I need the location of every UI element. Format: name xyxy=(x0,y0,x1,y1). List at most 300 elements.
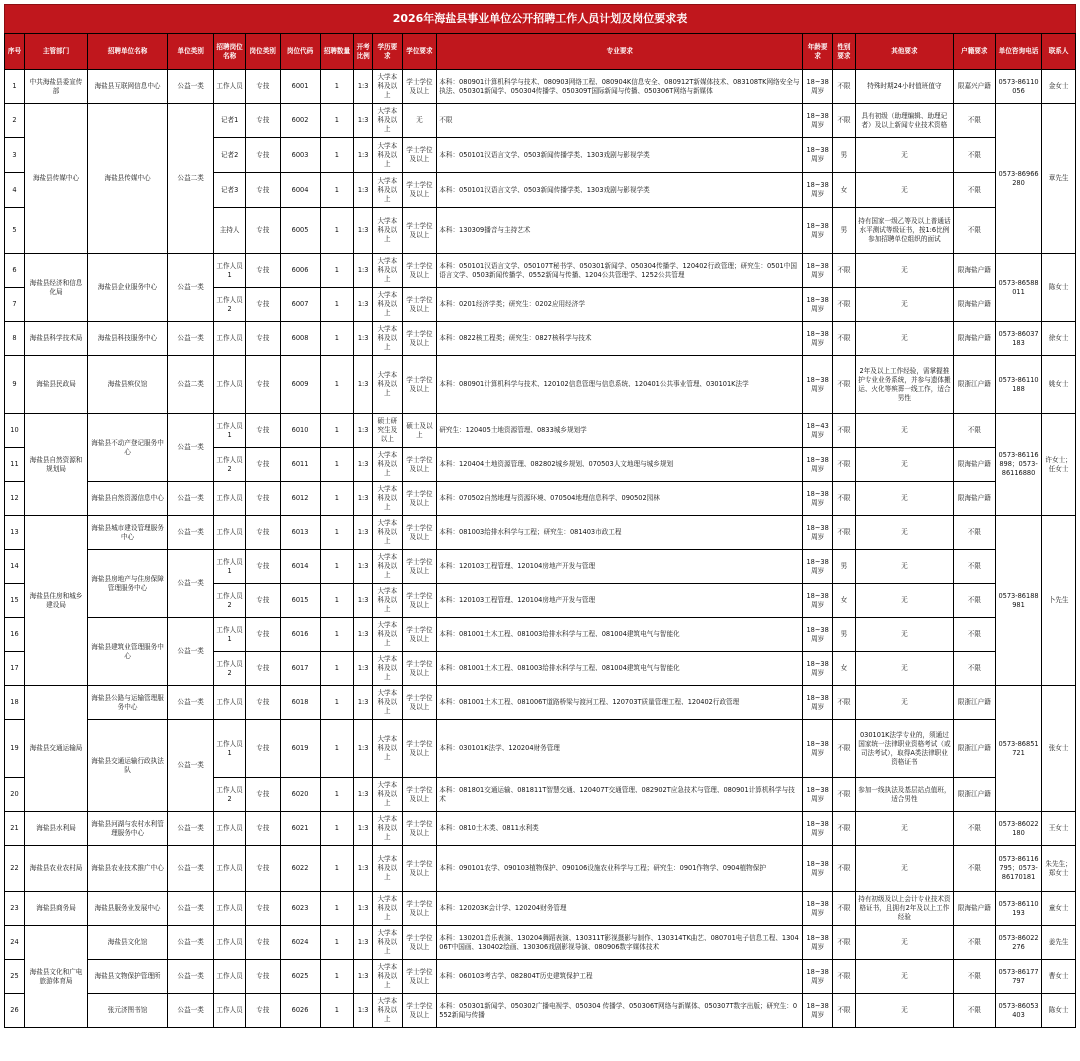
unit-name-cell: 海盐县科技服务中心 xyxy=(88,322,168,356)
row-number: 10 xyxy=(5,414,25,448)
unit-name-cell: 海盐县传媒中心 xyxy=(88,104,168,254)
row-number: 9 xyxy=(5,356,25,414)
quota-cell: 1 xyxy=(320,812,354,846)
row-number: 13 xyxy=(5,516,25,550)
exam-ratio-cell: 1:3 xyxy=(354,686,373,720)
exam-ratio-cell: 1:3 xyxy=(354,104,373,138)
degree-cell: 学士学位及以上 xyxy=(402,720,437,778)
post-code-cell: 6017 xyxy=(280,652,320,686)
unit-type-cell: 公益一类 xyxy=(168,812,214,846)
other-requirement-cell: 无 xyxy=(855,482,953,516)
age-cell: 18~38周岁 xyxy=(803,892,832,926)
quota-cell: 1 xyxy=(320,414,354,448)
degree-cell: 学士学位及以上 xyxy=(402,356,437,414)
row-number: 11 xyxy=(5,448,25,482)
education-cell: 大学本科及以上 xyxy=(373,356,402,414)
major-requirement-cell: 本科：081001土木工程、081003给排水科学与工程、081004建筑电气与智能化 xyxy=(437,652,803,686)
phone-cell: 0573-86116795；0573-86170181 xyxy=(995,846,1041,892)
unit-name-cell: 海盐县农业技术推广中心 xyxy=(88,846,168,892)
row-number: 20 xyxy=(5,778,25,812)
education-cell: 硕士研究生及以上 xyxy=(373,414,402,448)
age-cell: 18~38周岁 xyxy=(803,960,832,994)
unit-type-cell: 公益一类 xyxy=(168,618,214,686)
education-cell: 大学本科及以上 xyxy=(373,892,402,926)
other-requirement-cell: 参加一线执法及基层站点值班，适合男性 xyxy=(855,778,953,812)
department-cell: 海盐县自然资源和规划局 xyxy=(24,414,87,516)
post-category-cell: 专技 xyxy=(245,550,280,584)
phone-cell: 0573-86022180 xyxy=(995,812,1041,846)
header-cell: 主管部门 xyxy=(24,34,87,70)
contact-cell: 朱先生；郑女士 xyxy=(1042,846,1076,892)
post-name-cell: 记者1 xyxy=(214,104,246,138)
header-cell: 性别要求 xyxy=(832,34,855,70)
contact-cell: 陈女士 xyxy=(1042,254,1076,322)
post-category-cell: 专技 xyxy=(245,208,280,254)
post-category-cell: 专技 xyxy=(245,584,280,618)
quota-cell: 1 xyxy=(320,356,354,414)
hukou-cell: 不限 xyxy=(953,516,995,550)
department-cell: 海盐县经济和信息化局 xyxy=(24,254,87,322)
major-requirement-cell: 研究生：120405土地资源管理、0833城乡规划学 xyxy=(437,414,803,448)
quota-cell: 1 xyxy=(320,652,354,686)
age-cell: 18~38周岁 xyxy=(803,138,832,173)
header-cell: 招聘数量 xyxy=(320,34,354,70)
other-requirement-cell: 无 xyxy=(855,846,953,892)
unit-type-cell: 公益一类 xyxy=(168,960,214,994)
row-number: 26 xyxy=(5,994,25,1028)
quota-cell: 1 xyxy=(320,960,354,994)
education-cell: 大学本科及以上 xyxy=(373,550,402,584)
quota-cell: 1 xyxy=(320,720,354,778)
unit-type-cell: 公益一类 xyxy=(168,720,214,812)
hukou-cell: 不限 xyxy=(953,173,995,208)
hukou-cell: 不限 xyxy=(953,994,995,1028)
row-number: 15 xyxy=(5,584,25,618)
major-requirement-cell: 本科：050101汉语言文学、0503新闻传播学类、1303戏剧与影视学类 xyxy=(437,173,803,208)
degree-cell: 学士学位及以上 xyxy=(402,482,437,516)
exam-ratio-cell: 1:3 xyxy=(354,356,373,414)
education-cell: 大学本科及以上 xyxy=(373,104,402,138)
contact-cell: 曹女士 xyxy=(1042,960,1076,994)
post-code-cell: 6003 xyxy=(280,138,320,173)
table-row xyxy=(5,414,1076,448)
exam-ratio-cell: 1:3 xyxy=(354,254,373,288)
other-requirement-cell: 无 xyxy=(855,926,953,960)
education-cell: 大学本科及以上 xyxy=(373,448,402,482)
quota-cell: 1 xyxy=(320,618,354,652)
post-name-cell: 工作人员 xyxy=(214,812,246,846)
table-row xyxy=(5,846,1076,892)
header-cell: 专业要求 xyxy=(437,34,803,70)
education-cell: 大学本科及以上 xyxy=(373,288,402,322)
gender-cell: 女 xyxy=(832,652,855,686)
hukou-cell: 限海盐户籍 xyxy=(953,892,995,926)
education-cell: 大学本科及以上 xyxy=(373,173,402,208)
age-cell: 18~38周岁 xyxy=(803,356,832,414)
post-code-cell: 6016 xyxy=(280,618,320,652)
education-cell: 大学本科及以上 xyxy=(373,846,402,892)
post-category-cell: 专技 xyxy=(245,70,280,104)
other-requirement-cell: 无 xyxy=(855,812,953,846)
gender-cell: 不限 xyxy=(832,70,855,104)
gender-cell: 不限 xyxy=(832,846,855,892)
contact-cell: 姚女士 xyxy=(1042,356,1076,414)
exam-ratio-cell: 1:3 xyxy=(354,516,373,550)
unit-name-cell: 海盐县房地产与住房保障管理服务中心 xyxy=(88,550,168,618)
age-cell: 18~38周岁 xyxy=(803,516,832,550)
contact-cell: 张女士 xyxy=(1042,686,1076,812)
department-cell: 海盐县科学技术局 xyxy=(24,322,87,356)
unit-name-cell: 海盐县城市建设管理服务中心 xyxy=(88,516,168,550)
exam-ratio-cell: 1:3 xyxy=(354,448,373,482)
quota-cell: 1 xyxy=(320,482,354,516)
major-requirement-cell: 本科：070502自然地理与资源环境、070504地理信息科学、090502园林 xyxy=(437,482,803,516)
education-cell: 大学本科及以上 xyxy=(373,686,402,720)
row-number: 25 xyxy=(5,960,25,994)
table-row xyxy=(5,812,1076,846)
quota-cell: 1 xyxy=(320,173,354,208)
other-requirement-cell: 无 xyxy=(855,288,953,322)
age-cell: 18~38周岁 xyxy=(803,720,832,778)
post-name-cell: 记者2 xyxy=(214,138,246,173)
post-code-cell: 6008 xyxy=(280,322,320,356)
post-category-cell: 专技 xyxy=(245,516,280,550)
post-code-cell: 6021 xyxy=(280,812,320,846)
contact-cell: 童女士 xyxy=(1042,892,1076,926)
education-cell: 大学本科及以上 xyxy=(373,812,402,846)
gender-cell: 不限 xyxy=(832,104,855,138)
degree-cell: 学士学位及以上 xyxy=(402,584,437,618)
gender-cell: 不限 xyxy=(832,720,855,778)
unit-name-cell: 海盐县交通运输行政执法队 xyxy=(88,720,168,812)
post-code-cell: 6020 xyxy=(280,778,320,812)
education-cell: 大学本科及以上 xyxy=(373,618,402,652)
hukou-cell: 不限 xyxy=(953,618,995,652)
exam-ratio-cell: 1:3 xyxy=(354,173,373,208)
other-requirement-cell: 无 xyxy=(855,448,953,482)
age-cell: 18~38周岁 xyxy=(803,778,832,812)
table-row xyxy=(5,482,1076,516)
other-requirement-cell: 无 xyxy=(855,254,953,288)
gender-cell: 不限 xyxy=(832,322,855,356)
quota-cell: 1 xyxy=(320,322,354,356)
post-name-cell: 工作人员2 xyxy=(214,652,246,686)
exam-ratio-cell: 1:3 xyxy=(354,846,373,892)
education-cell: 大学本科及以上 xyxy=(373,138,402,173)
other-requirement-cell: 特殊时期24小时值班值守 xyxy=(855,70,953,104)
education-cell: 大学本科及以上 xyxy=(373,254,402,288)
post-name-cell: 工作人员 xyxy=(214,322,246,356)
age-cell: 18~38周岁 xyxy=(803,208,832,254)
age-cell: 18~38周岁 xyxy=(803,584,832,618)
table-row xyxy=(5,254,1076,288)
post-name-cell: 工作人员 xyxy=(214,356,246,414)
exam-ratio-cell: 1:3 xyxy=(354,720,373,778)
major-requirement-cell: 本科：081001土木工程、081006T道路桥梁与渡河工程、120703T质量管理工程、120402行政管理 xyxy=(437,686,803,720)
major-requirement-cell: 本科：120103工程管理、120104房地产开发与管理 xyxy=(437,550,803,584)
degree-cell: 学士学位及以上 xyxy=(402,173,437,208)
quota-cell: 1 xyxy=(320,138,354,173)
age-cell: 18~43周岁 xyxy=(803,414,832,448)
header-cell: 学历要求 xyxy=(373,34,402,70)
table-row xyxy=(5,892,1076,926)
quota-cell: 1 xyxy=(320,550,354,584)
other-requirement-cell: 无 xyxy=(855,414,953,448)
degree-cell: 学士学位及以上 xyxy=(402,652,437,686)
unit-type-cell: 公益一类 xyxy=(168,994,214,1028)
post-category-cell: 专技 xyxy=(245,994,280,1028)
phone-cell: 0573-86022276 xyxy=(995,926,1041,960)
major-requirement-cell: 本科：090101农学、090103植物保护、090106设施农业科学与工程；研究生：0901作物学、0904植物保护 xyxy=(437,846,803,892)
post-code-cell: 6013 xyxy=(280,516,320,550)
education-cell: 大学本科及以上 xyxy=(373,994,402,1028)
degree-cell: 学士学位及以上 xyxy=(402,686,437,720)
other-requirement-cell: 持有初级及以上会计专业技术资格证书，且拥有2年及以上工作经验 xyxy=(855,892,953,926)
contact-cell: 卜先生 xyxy=(1042,516,1076,686)
exam-ratio-cell: 1:3 xyxy=(354,414,373,448)
gender-cell: 不限 xyxy=(832,926,855,960)
gender-cell: 不限 xyxy=(832,516,855,550)
department-cell: 中共海盐县委宣传部 xyxy=(24,70,87,104)
education-cell: 大学本科及以上 xyxy=(373,926,402,960)
row-number: 21 xyxy=(5,812,25,846)
degree-cell: 学士学位及以上 xyxy=(402,618,437,652)
table-row xyxy=(5,70,1076,104)
row-number: 8 xyxy=(5,322,25,356)
header-row xyxy=(5,34,1076,70)
education-cell: 大学本科及以上 xyxy=(373,652,402,686)
row-number: 14 xyxy=(5,550,25,584)
table-row xyxy=(5,720,1076,778)
hukou-cell: 不限 xyxy=(953,812,995,846)
unit-type-cell: 公益二类 xyxy=(168,356,214,414)
quota-cell: 1 xyxy=(320,208,354,254)
row-number: 5 xyxy=(5,208,25,254)
post-code-cell: 6004 xyxy=(280,173,320,208)
age-cell: 18~38周岁 xyxy=(803,846,832,892)
degree-cell: 学士学位及以上 xyxy=(402,322,437,356)
post-category-cell: 专技 xyxy=(245,846,280,892)
other-requirement-cell: 无 xyxy=(855,584,953,618)
education-cell: 大学本科及以上 xyxy=(373,482,402,516)
exam-ratio-cell: 1:3 xyxy=(354,208,373,254)
gender-cell: 男 xyxy=(832,138,855,173)
major-requirement-cell: 本科：130309播音与主持艺术 xyxy=(437,208,803,254)
table-row xyxy=(5,550,1076,584)
post-category-cell: 专技 xyxy=(245,618,280,652)
age-cell: 18~38周岁 xyxy=(803,288,832,322)
post-name-cell: 工作人员 xyxy=(214,960,246,994)
post-name-cell: 工作人员 xyxy=(214,892,246,926)
row-number: 6 xyxy=(5,254,25,288)
post-category-cell: 专技 xyxy=(245,652,280,686)
post-category-cell: 专技 xyxy=(245,448,280,482)
unit-type-cell: 公益一类 xyxy=(168,516,214,550)
major-requirement-cell: 本科：120103工程管理、120104房地产开发与管理 xyxy=(437,584,803,618)
age-cell: 18~38周岁 xyxy=(803,70,832,104)
quota-cell: 1 xyxy=(320,516,354,550)
gender-cell: 女 xyxy=(832,584,855,618)
age-cell: 18~38周岁 xyxy=(803,482,832,516)
department-cell: 海盐县交通运输局 xyxy=(24,686,87,812)
department-cell: 海盐县民政局 xyxy=(24,356,87,414)
header-cell: 岗位类别 xyxy=(245,34,280,70)
other-requirement-cell: 无 xyxy=(855,516,953,550)
hukou-cell: 不限 xyxy=(953,414,995,448)
hukou-cell: 不限 xyxy=(953,104,995,138)
table-row xyxy=(5,516,1076,550)
post-code-cell: 6026 xyxy=(280,994,320,1028)
table-body xyxy=(5,70,1076,1028)
department-cell: 海盐县水利局 xyxy=(24,812,87,846)
unit-name-cell: 海盐县河湖与农村水利管理服务中心 xyxy=(88,812,168,846)
quota-cell: 1 xyxy=(320,846,354,892)
post-code-cell: 6010 xyxy=(280,414,320,448)
major-requirement-cell: 本科：0822核工程类；研究生：0827核科学与技术 xyxy=(437,322,803,356)
post-code-cell: 6019 xyxy=(280,720,320,778)
table-row xyxy=(5,686,1076,720)
row-number: 18 xyxy=(5,686,25,720)
unit-name-cell: 海盐县自然资源信息中心 xyxy=(88,482,168,516)
gender-cell: 不限 xyxy=(832,288,855,322)
department-cell: 海盐县农业农村局 xyxy=(24,846,87,892)
post-category-cell: 专技 xyxy=(245,686,280,720)
major-requirement-cell: 不限 xyxy=(437,104,803,138)
age-cell: 18~38周岁 xyxy=(803,812,832,846)
degree-cell: 学士学位及以上 xyxy=(402,516,437,550)
hukou-cell: 不限 xyxy=(953,138,995,173)
major-requirement-cell: 本科：0201经济学类；研究生：0202应用经济学 xyxy=(437,288,803,322)
post-code-cell: 6014 xyxy=(280,550,320,584)
quota-cell: 1 xyxy=(320,448,354,482)
degree-cell: 学士学位及以上 xyxy=(402,254,437,288)
exam-ratio-cell: 1:3 xyxy=(354,892,373,926)
post-name-cell: 工作人员2 xyxy=(214,584,246,618)
department-cell: 海盐县文化和广电旅游体育局 xyxy=(24,926,87,1028)
post-name-cell: 工作人员 xyxy=(214,846,246,892)
degree-cell: 无 xyxy=(402,104,437,138)
row-number: 4 xyxy=(5,173,25,208)
row-number: 7 xyxy=(5,288,25,322)
hukou-cell: 限海盐户籍 xyxy=(953,482,995,516)
hukou-cell: 限浙江户籍 xyxy=(953,778,995,812)
phone-cell: 0573-86037183 xyxy=(995,322,1041,356)
row-number: 23 xyxy=(5,892,25,926)
unit-type-cell: 公益一类 xyxy=(168,482,214,516)
post-name-cell: 工作人员 xyxy=(214,686,246,720)
gender-cell: 不限 xyxy=(832,254,855,288)
age-cell: 18~38周岁 xyxy=(803,652,832,686)
unit-name-cell: 海盐县文物保护管理所 xyxy=(88,960,168,994)
post-code-cell: 6001 xyxy=(280,70,320,104)
post-category-cell: 专技 xyxy=(245,356,280,414)
exam-ratio-cell: 1:3 xyxy=(354,70,373,104)
post-name-cell: 工作人员1 xyxy=(214,254,246,288)
unit-type-cell: 公益一类 xyxy=(168,70,214,104)
table-row xyxy=(5,322,1076,356)
post-code-cell: 6018 xyxy=(280,686,320,720)
other-requirement-cell: 无 xyxy=(855,550,953,584)
degree-cell: 学士学位及以上 xyxy=(402,812,437,846)
unit-type-cell: 公益一类 xyxy=(168,686,214,720)
unit-name-cell: 张元济图书馆 xyxy=(88,994,168,1028)
post-code-cell: 6002 xyxy=(280,104,320,138)
post-name-cell: 工作人员2 xyxy=(214,778,246,812)
post-category-cell: 专技 xyxy=(245,892,280,926)
post-code-cell: 6024 xyxy=(280,926,320,960)
major-requirement-cell: 本科：080901计算机科学与技术、120102信息管理与信息系统、120401公共事业管理、030101K法学 xyxy=(437,356,803,414)
table-row xyxy=(5,104,1076,138)
unit-type-cell: 公益一类 xyxy=(168,550,214,618)
post-category-cell: 专技 xyxy=(245,254,280,288)
post-name-cell: 工作人员 xyxy=(214,926,246,960)
hukou-cell: 限嘉兴户籍 xyxy=(953,70,995,104)
row-number: 12 xyxy=(5,482,25,516)
other-requirement-cell: 无 xyxy=(855,322,953,356)
education-cell: 大学本科及以上 xyxy=(373,516,402,550)
post-code-cell: 6012 xyxy=(280,482,320,516)
post-name-cell: 工作人员1 xyxy=(214,414,246,448)
exam-ratio-cell: 1:3 xyxy=(354,926,373,960)
table-row xyxy=(5,960,1076,994)
other-requirement-cell: 无 xyxy=(855,173,953,208)
age-cell: 18~38周岁 xyxy=(803,173,832,208)
age-cell: 18~38周岁 xyxy=(803,926,832,960)
other-requirement-cell: 持有国家一级乙等及以上普通话水平测试等级证书，按1:6比例参加招聘单位组织的面试 xyxy=(855,208,953,254)
contact-cell: 陈女士 xyxy=(1042,994,1076,1028)
degree-cell: 学士学位及以上 xyxy=(402,892,437,926)
post-category-cell: 专技 xyxy=(245,812,280,846)
row-number: 16 xyxy=(5,618,25,652)
phone-cell: 0573-86188981 xyxy=(995,516,1041,686)
other-requirement-cell: 无 xyxy=(855,960,953,994)
education-cell: 大学本科及以上 xyxy=(373,720,402,778)
hukou-cell: 限海盐户籍 xyxy=(953,322,995,356)
age-cell: 18~38周岁 xyxy=(803,322,832,356)
degree-cell: 学士学位及以上 xyxy=(402,448,437,482)
education-cell: 大学本科及以上 xyxy=(373,208,402,254)
post-category-cell: 专技 xyxy=(245,138,280,173)
header-cell: 年龄要求 xyxy=(803,34,832,70)
exam-ratio-cell: 1:3 xyxy=(354,138,373,173)
contact-cell: 姜先生 xyxy=(1042,926,1076,960)
header-cell: 其他要求 xyxy=(855,34,953,70)
age-cell: 18~38周岁 xyxy=(803,618,832,652)
post-code-cell: 6006 xyxy=(280,254,320,288)
exam-ratio-cell: 1:3 xyxy=(354,960,373,994)
other-requirement-cell: 2年及以上工作经验，需掌握推护专业业务系统，并参与遗体搬运、火化等殡葬一线工作，适合男性 xyxy=(855,356,953,414)
quota-cell: 1 xyxy=(320,104,354,138)
major-requirement-cell: 本科：050101汉语言文学、0503新闻传播学类、1303戏剧与影视学类 xyxy=(437,138,803,173)
row-number: 17 xyxy=(5,652,25,686)
hukou-cell: 不限 xyxy=(953,550,995,584)
phone-cell: 0573-86588011 xyxy=(995,254,1041,322)
unit-type-cell: 公益一类 xyxy=(168,926,214,960)
education-cell: 大学本科及以上 xyxy=(373,322,402,356)
quota-cell: 1 xyxy=(320,254,354,288)
major-requirement-cell: 本科：120203K会计学、120204财务管理 xyxy=(437,892,803,926)
row-number: 22 xyxy=(5,846,25,892)
exam-ratio-cell: 1:3 xyxy=(354,584,373,618)
post-name-cell: 工作人员1 xyxy=(214,720,246,778)
other-requirement-cell: 具有初级（助理编辑、助理记者）及以上新闻专业技术资格 xyxy=(855,104,953,138)
header-cell: 招聘单位名称 xyxy=(88,34,168,70)
other-requirement-cell: 无 xyxy=(855,994,953,1028)
unit-name-cell: 海盐县文化馆 xyxy=(88,926,168,960)
exam-ratio-cell: 1:3 xyxy=(354,994,373,1028)
table-title: 2026年海盐县事业单位公开招聘工作人员计划及岗位要求表 xyxy=(4,4,1076,33)
major-requirement-cell: 本科：050101汉语言文学、050107T秘书学、050301新闻学、050304传播学、120402行政管理；研究生：0501中国语言文学、0503新闻传播学、0552新闻与传播、1204公共管理学、1252公共管理 xyxy=(437,254,803,288)
